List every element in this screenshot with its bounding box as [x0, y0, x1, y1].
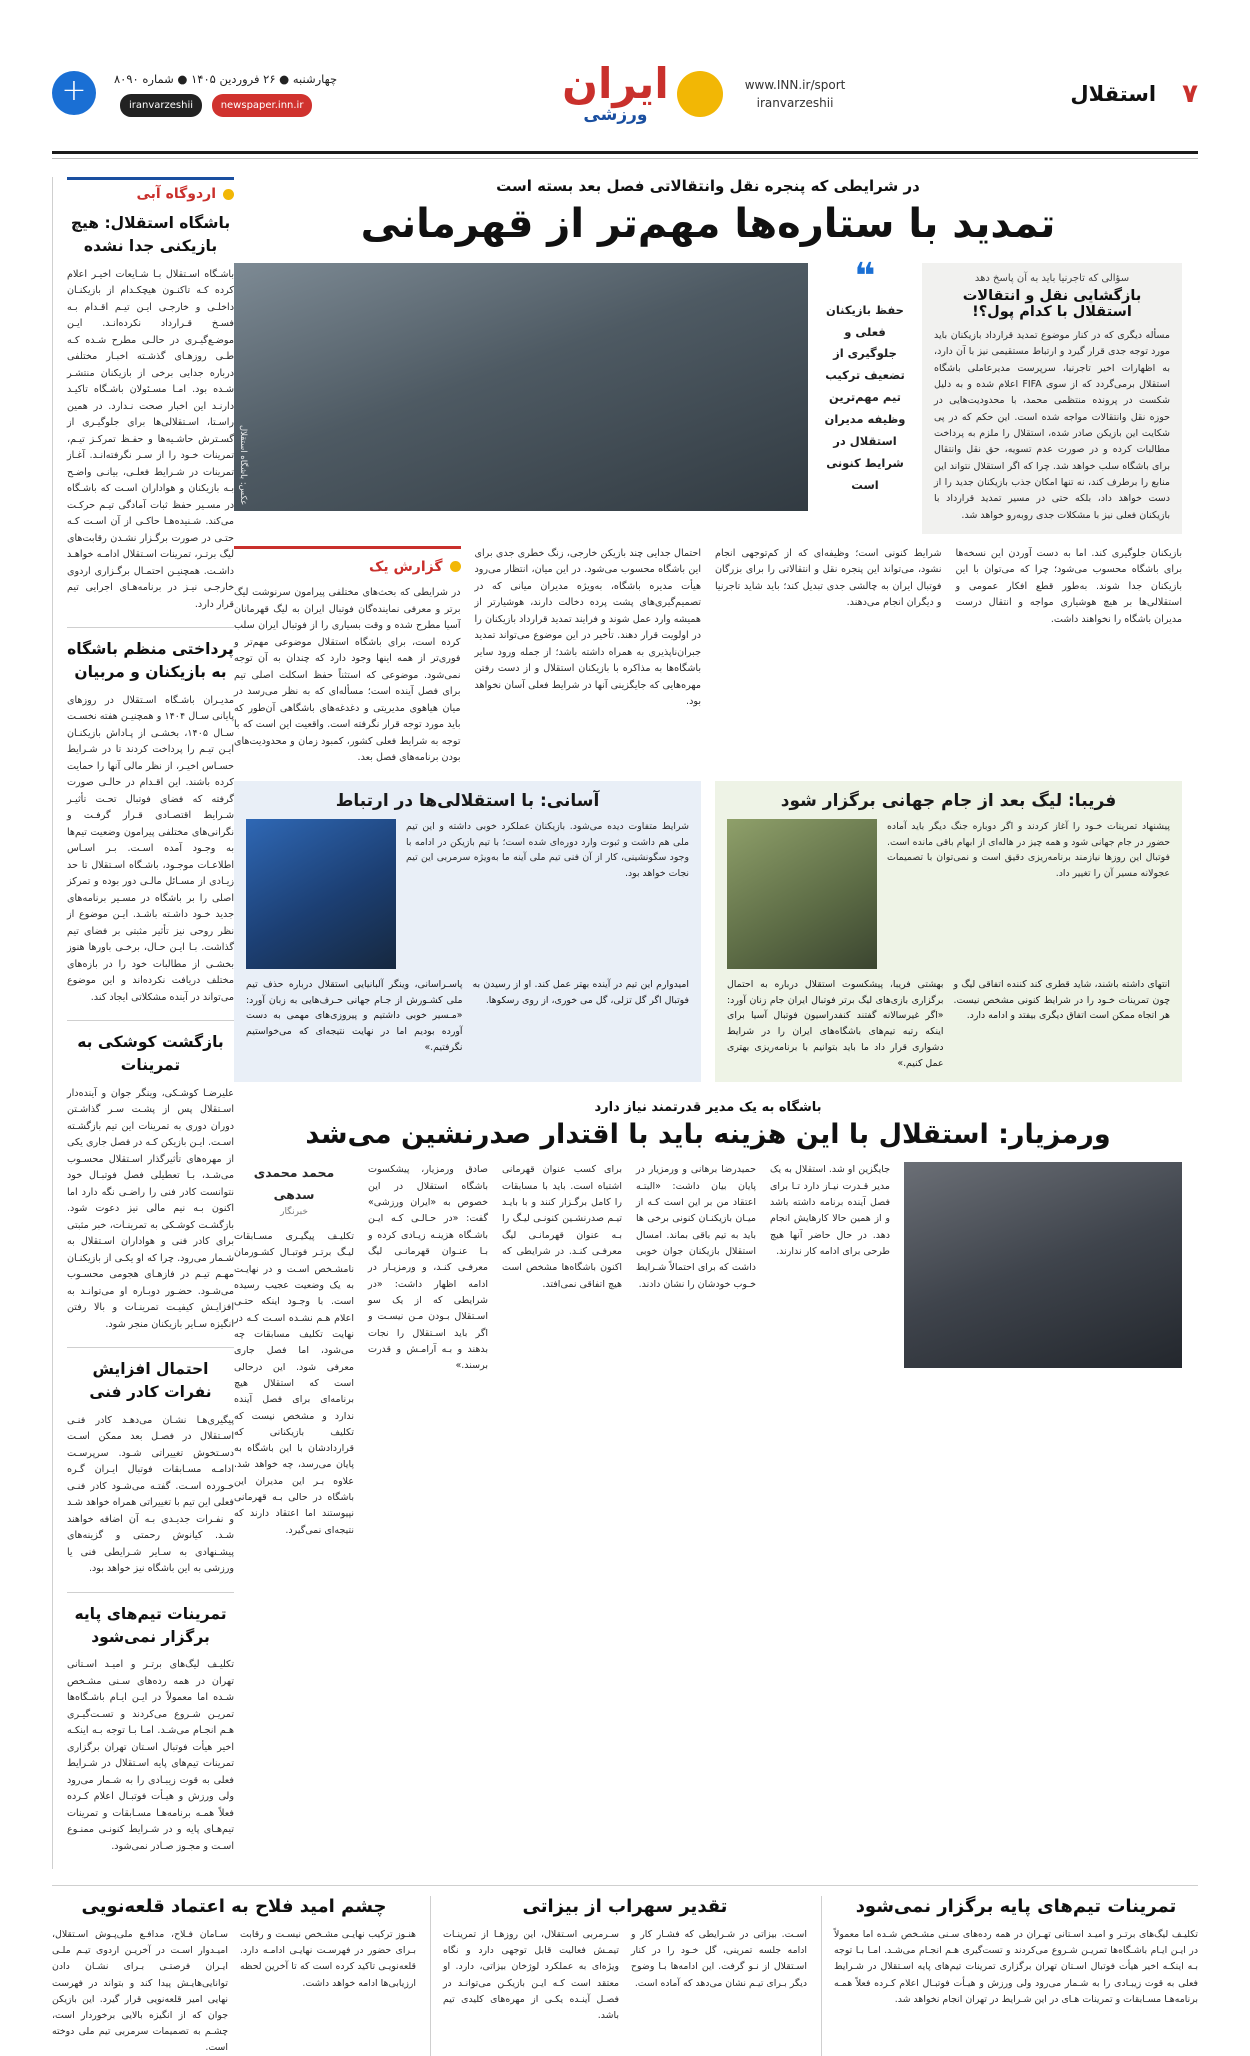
email-pill[interactable]: newspaper.inn.ir: [212, 94, 313, 117]
lead-headline: تمدید با ستاره‌ها مهم‌تر از قهرمانی: [360, 201, 1056, 247]
article2-col-2: صادق ورمزیار، پیشکسوت باشگاه استقلال در این خصوص به «ایران ورزشی» گفت: «در حـالـی کـه ایـن باشـگاه هزینـه زیـادی کرده و بـا عنـوان قهرمانـی لیگ معرفـی کنـد، و ورمزیـار در ادامه اظهار داشت: «در شرایطی که از یک سو اسـتقلال بـودن مـن نیسـت و اگر باید اسـتقلال را نجات بدهند و بـه آرامـش و قدرت برسند.»: [368, 1164, 488, 1372]
byline-role: خبرنگار: [280, 1207, 308, 1218]
bottom-strip: [52, 1885, 1198, 2056]
bottom-1-col-2: هنـوز ترکیب نهایـی مشـخص نیسـت و رقابت بـرای حضور در فهرسـت نهایـی ادامـه دارد. قلعه‌نویـی تاکید کرده است که تا آخرین لحظه ارزیابی‌ها ادامه خواهد داشت.: [240, 1929, 416, 1989]
article2-photo: [904, 1162, 1182, 1368]
sidebar-header: [67, 177, 234, 202]
article2-col-1-text: تکلیـف پیگیـری مسـابقات لیـگ برتـر فوتبـال کشـورمان نامشـخص اسـت و در نهایـت به یک وضعیت عجیب رسیده است. با وجـود اینکه حتـی اعلام هـم نشـده اسـت کـه در نهایت تکلیف مسابقات چه می‌شود، اما فصل جاری معرفی شود. این درحالی است که استقلال هیچ برنامه‌ای برای فصل آینده ندارد و مشخص نیست که تکلیف بازیکنانی که قراردادشان با این باشگاه به پایان می‌رسد، چه خواهد شد. علاوه بـر این مدیران این باشگاه در حالی بـه قهرمانی نپیوستند اما اعتقاد دارند که نتیجه‌ای نمی‌گیرد.: [234, 1230, 354, 1536]
masthead: [52, 36, 1198, 154]
site-url-block: [745, 76, 846, 112]
bottom-2-title: تقدیر سهراب از بیزاتی: [522, 1896, 728, 1917]
social-pill[interactable]: iranvarzeshii: [120, 94, 202, 117]
bottom-article-2: [430, 1896, 807, 2056]
divider: [67, 1020, 234, 1021]
article2-col-1: [234, 1162, 354, 1539]
newspaper-page: [0, 36, 1250, 2054]
issue-date: چهارشنبه ● ۲۶ فروردین ۱۴۰۵ ● شماره ۸۰۹۰: [114, 72, 338, 87]
bullet-icon: [450, 561, 461, 572]
main-column: [234, 177, 1198, 1869]
sidebar-item-4-body: پیگیری‌هـا نشـان می‌دهـد کادر فنـی اسـتقلال در فصـل بعد ممکن اسـت دسـتخوش تغییراتی شـود. سرپرسـت ادامـه مسـابقات فوتبال ایـران گـره خـورده اسـت. گفتـه می‌شـود کادر فنـی فعلی این تیم با تغییراتی همراه خواهد شـد و نفـرات جدیـدی بـه آن اضافه خواهند شـد. کیانوش رحمتی و گزینه‌های پیشـنهادی به سـایر شـرایطی فنی یا ورزشی به این باشگاه نیز خواهد بود.: [67, 1414, 234, 1574]
sidebar-item-4-title: احتمال افزایش نفرات کادر فنی: [89, 1360, 212, 1402]
feature-row: [234, 781, 1182, 1083]
bottom-3-col-1: تکلیـف لیگ‌های برتـر و امیـد اسـتانی تهـران در همه رده‌های سـنی مشـخص شـده اما معمولاً در ایـن ایـام باشـگاه‌ها تمریـن شـروع می‌کردند و تست‌گیری هـم انجـام می‌شـد. امـا بـا توجه بـه اینکـه اخیر هیأت فوتبال اسـتان تهران برگزاری تمرینات تیم‌های پایه اسـتقلال در شـرایط فعلی به قوت زیبـادی را به شـمار می‌رود ولی ورزش و هیـأت فوتبـال اعلام کـرده فعلاً همـه برنامه‌هـا مسـابقات و تمرینات هـای در این شـرایط در تهران انجام نخواهد شد.: [834, 1929, 1198, 2005]
bottom-2-col-1: سـرمربی اسـتقلال، این روزهـا از تمرینـات تیمـش فعالیت قابل توجهی دارد و نگاه ویژه‌ای به عملکرد لوژخان بیزاتی، دارد. او معتقد است کـه ایـن بازیکـن می‌توانـد در فصـل آینـده یکـی از مهره‌های کلیدی تیم باشد.: [443, 1929, 619, 2021]
lead-col-3: بازیکنان جلوگیری کند. اما به دست آوردن این نسخه‌ها برای باشگاه محسوب می‌شود؛ چرا که می‌توان با این بازیکنان جدا شوند. به‌طور قطع افکار عمومی و استقلالی‌ها بر هیچ هوشیاری مواجه و انتقال درست مدیران باشگاه را نخواهند داشت.: [955, 547, 1182, 625]
logo: [562, 59, 723, 125]
article2-col-5: جایگزین او شد. استقلال به یک مدیر قـدرت نیـاز دارد تـا برای فصل آینده برنامه داشته باشد و از همین حالا کارهایش انجام دهد. در حال حاضر آنها هیچ طرحی برای ادامه کار ندارند.: [770, 1164, 890, 1258]
bottom-article-3: [821, 1896, 1198, 2056]
section-name: استقلال: [1070, 81, 1157, 106]
sidebar-item-2-body: مدیـران باشـگاه اسـتقلال در روزهای پایانی سـال ۱۴۰۴ و همچنیـن هفته نخسـت سـال ۱۴۰۵، بخشـی از پـاداش بازیکنـان ایـن تیـم را پرداخت کردند تا در شـرایط حسـاس اخیـر، از نظر مالی آنها را حمایت کرده باشند. این اقـدام در حالـی صورت گرفته که فضای فوتبال تحـت تأثیـر شـرایط اقتصـادی قـرار گرفـت و نگرانی‌های مختلفی پیرامون وضعیت تیم‌ها به وجـود آمده اسـت. بـر اسـاس اطلاعـات موجـود، باشـگاه اسـتقلال تا حد زیـادی از مسـائل مالـی دور بوده و تمرکز اصلی را بر باشگاه در مسـیر برنامه‌های جدید خـود داشـته باشـد. ایـن موضوع از نظر روحی نیز تأثیر مثبتی بر فضای تیم گذاشت. بـا ایـن حـال، برخـی باورها هنوز بخشـی از مطالبات خود را در بازه‌های مختلف دریافت نکرده‌اند و این موضوع می‌تواند در آینده مشکلاتی ایجاد کند.: [67, 694, 234, 1003]
sidebar-item-1: [67, 212, 234, 613]
content-grid: [52, 177, 1198, 1869]
bottom-1-col-1: سـامان فـلاح، مدافـع ملی‌پـوش اسـتقلال، امیـدوار اسـت در آخریـن اردوی تیـم ملـی ایـران فرصتـی بـرای نشـان دادن توانایی‌هایـش پیدا کند و بتواند در فهرست نهایی امیر قلعه‌نویی قرار گیرد. این بازیکن جوان که از انگیزه بالایی برخوردار است، چشـم به تصمیمات سرمربی تیم ملی دوخته است.: [52, 1929, 228, 2054]
feature-1-text: پیشنهاد تمرینات خـود را آغاز کردند و اگر دوباره جنگ دیگر باید آماده حضور در جام جهانی شود و همه چیز در هاله‌ای از ابهام باقی مانده است. فوتبال این روزها نیازمند برنامه‌ریزی دقیق است و نمی‌توان با تصمیمات عجولانه مسیر آن را تغییر داد.: [887, 820, 1170, 880]
report-one-head: گزارش یک: [369, 558, 443, 575]
qbox-title: بازگشایی نقل و انتقالات استقلال با کدام پول؟!: [962, 288, 1142, 320]
bottom-2-col-2: اسـت. بیزاتی در شـرایطی که فشـار کار و ادامه جلسه تمرینی، گل خـود را در کنار اسـتقلال از نـو گرفت. این ادامه‌ها بـا وضوح دیگر بـرای تیـم نشان می‌دهد که آماده است.: [631, 1929, 807, 1989]
photo-credit: عکس: باشگاه استقلال: [238, 424, 248, 505]
bottom-3-title: تمرینات تیم‌های پایه برگزار نمی‌شود: [855, 1896, 1177, 1917]
question-box: [922, 263, 1182, 534]
bullet-icon: [223, 189, 234, 200]
feature-asani: [234, 781, 701, 1083]
sidebar-item-3-title: بازگشت کوشکی به تمرینات: [77, 1033, 224, 1075]
sidebar: [52, 177, 234, 1869]
lead-photo: [234, 263, 808, 511]
bottom-1-title: چشم امید فلاح به اعتماد قلعه‌نویی: [81, 1896, 387, 1917]
divider: [67, 627, 234, 628]
feature-2-col-2: امیدوارم این تیم در آینده بهتر عمل کند. او از رسیدن به فوتبال اگر گل تزلی، گل می خوری، از روی رسکوها.: [472, 978, 689, 1006]
sidebar-item-5-title: تمرینات تیم‌های پایه برگزار نمی‌شود: [74, 1604, 227, 1646]
lead-kicker: در شرایطی که پنجره نقل وانتقالاتی فصل بعد بسته است: [496, 177, 920, 195]
page-number: ۷: [1182, 78, 1198, 109]
divider: [67, 1347, 234, 1348]
feature-2-text: شرایط متفاوت دیده می‌شود. بازیکنان عملکرد خوبی داشته و این تیم ملی هم داشت و ثبوت وارد دوره‌ای شده است؛ با تیم بازیکن در ادامه با وجود سگونشینی، کار از آن فنی تیم ملی آینه ما به‌ویژه سرمربی این تیم نجات خواهد بود.: [406, 820, 689, 880]
feature-2-photo: [246, 819, 396, 969]
masthead-center: [337, 59, 1070, 125]
lead-col-2: شرایط کنونی است؛ وظیفه‌ای که از کم‌توجهی انجام نشود، می‌تواند این پنجره نقل و انتقالاتی را برای بزرگان فوتبال ایران به چالشی جدی تبدیل کند؛ باید شاید تاجرنیا و دیگران انجام می‌دهند.: [715, 547, 942, 609]
quote-icon: ❝: [854, 256, 876, 297]
sidebar-item-5-body: تکلیـف لیگ‌های برتـر و امیـد اسـتانی تهران در همه رده‌های سـنی مشـخص شـده اما معمولاً در ایـن ایـام باشـگاه‌ها تمریـن شـروع می‌کردند و تسـت‌گیـری هـم انجـام می‌شـد. امـا بـا توجه بـه اینکـه اخیر هیأت فوتبال اسـتان تهران برگزاری تمرینات تیم‌های پایه اسـتقلال در شـرایط فعلی به قوت زیبـادی را به شـمار می‌رود ولی ورزش و هیـأت فوتبـال اعلام کـرده فعلاً همـه برنامه‌هـا مسـابقات و تمرینات تیم‌هـای پایه و در شـرایط کنونـی ممنـوع اسـت و مجـوز صـادر نمی‌شود.: [67, 1659, 234, 1852]
site-url: www.INN.ir/sport: [744, 77, 846, 92]
lead-body-columns: [234, 546, 1182, 767]
masthead-left: [52, 70, 337, 117]
pull-quote-text: حفظ بازیکنان فعلی و جلوگیری از تضعیف ترکیب تیم مهم‌ترین وظیفه مدیران استقلال در شرایط کنونی است: [824, 302, 906, 492]
feature-1-col-2: انتهای داشته باشند، شاید قطری کند کننده اتفاقی لیگ و چون تمرینات خـود را در شرایط کنونی مشخص نیست. هر اتجاه ممکن است اتفاق دیگری بیفتد و ادامه دارد.: [953, 978, 1170, 1022]
divider: [67, 1592, 234, 1593]
plus-icon[interactable]: +: [52, 71, 96, 115]
sidebar-item-1-body: باشـگاه اسـتقلال بـا شـایعات اخیـر اعلام کرده کـه تاکنـون هیچکـدام از بازیکنـان داخلـی و خارجـی ایـن تیـم اقـدام بـه فسـخ قـرارداد نکرده‌انـد. ایـن موضـع‌گیـری در حالـی مطرح شـده کـه طـی روزهـای گذشـته اخبـار مختلفی درباره جدایی برخی از بازیکنان منتشـر شـده بود. امـا مسـئولان باشـگاه تاکیـد دارنـد این اخبار صحت نـدارد. در همین راسـتا، اسـتقلالی‌ها برای جلوگیـری از گسـترش حاشـیه‌ها و حفـظ تمرکـز تیـم، تمرینات خـود را از سـر نگرفته‌انـد. آغـاز تمرینات در شـرایط فعلـی، بیانـی واضـح بـه بازیکنان و هواداران اسـت که باشـگاه در مسـیر حفظ ثبات آمادگی تیـم حرکـت می‌کند. شـنیده‌هـا حاکـی از آن اسـت کـه حتـی در صورت برگـزار نشـدن رقابت‌های لیگ برتـر، تمرینات اسـتقلال ادامـه خواهـد داشـت. همچنیـن احتمـال برگـزاری اردوی خارجـی نیـز در برنامه‌هـای اجرایی تیم قرار دارد.: [67, 268, 234, 610]
sidebar-item-3-body: علیرضـا کوشـکی، وینگر جوان و آینده‌دار اسـتقلال پس از پشـت سـر گذاشـتن دوران دوری به تمرینات این تیم بازگشـته اسـت. ایـن بازیکن کـه در فصل جاری یکی از مهره‌های تأثیرگذار اسـتقلال محسـوب می‌شـد، بـا تعطیلی فصل فوتبـال خود نتوانست کادر فنی را راضـی نگه دارد اما اکنون بـه نیم مالی نیز دعوت شود. بازگشـت کوشـکی به تمرینـات، خبر مثبتی برای کادر فنی و هواداران اسـتقلال به شـمار می‌رود. چرا که او یکـی از بازیکنـان مهـم تیـم در فازهـای هجومی محسـوب می‌شـود. حضـور دوبـاره او می‌توانـد به افزایـش کیفیـت تمرینـات و بالا رفتن انگیزه سـایر بازیکنان منجر شود.: [67, 1087, 234, 1330]
masthead-divider: [52, 158, 1198, 159]
sidebar-item-1-title: باشگاه استقلال: هیچ بازیکنی جدا نشده: [70, 214, 231, 256]
site-handle: iranvarzeshii: [756, 95, 834, 110]
sidebar-item-2: [67, 638, 234, 1006]
report-one: [234, 546, 461, 767]
sun-icon: [677, 71, 723, 117]
masthead-right: [1070, 79, 1198, 109]
byline-name: محمد محمدی سدهی: [253, 1165, 335, 1202]
logo-main-text: ایران: [562, 59, 669, 108]
feature-1-title: فریبا: لیگ بعد از جام جهانی برگزار شود: [780, 790, 1117, 811]
lead-top-row: [234, 256, 1182, 534]
article2-kicker: باشگاه به یک مدیر قدرتمند نیاز دارد: [594, 1100, 822, 1116]
feature-2-title: آسانی: با استقلالی‌ها در ارتباط: [335, 790, 600, 811]
feature-fariba: [715, 781, 1182, 1083]
qbox-lead: سؤالی که تاجرنیا باید به آن پاسخ دهد: [974, 273, 1130, 284]
sidebar-item-2-title: پرداختی منظم باشگاه به بازیکنان و مربیان: [67, 640, 234, 682]
bottom-article-1: [52, 1896, 416, 2056]
feature-2-col-1: پاسـراسانی، وینگر آلبانیایی استقلال درباره حذف تیم ملی کشـورش از جـام جهانی حـرف‌هایی به زبان آورد: «مـسیر خوبی داشتیم و پیروزی‌های مهمی به دست آورده بودیم اما در نهایت نتیجه‌ای که می‌خواستیم نگرفتیم.»: [246, 978, 463, 1054]
lead-col-1: احتمال جدایی چند بازیکن خارجی، زنگ خطری جدی برای این باشگاه محسوب می‌شود. در این میان، انتظار می‌رود هیأت مدیره باشگاه، به‌ویژه مدیران میانی که در تصمیم‌گیری‌های پشت پرده دخالت دارند، هوشیارتر از همیشه وارد عمل شوند و فرایند تمدید قرارداد بازیکنان را در اولویت قرار دهند. تأخیر در این موضوع می‌تواند تمدید جبران‌ناپذیری به همراه داشته باشد؛ از جمله ورود سایر باشگاه‌ها به مذاکره با بازیکنان استقلال و از دست رفتن مهره‌هایی که جایگزینی آنها در شرایط فعلی آسان نخواهد بود.: [474, 547, 701, 708]
feature-1-photo: [727, 819, 877, 969]
sidebar-item-4: [67, 1358, 234, 1578]
sidebar-item-3: [67, 1031, 234, 1333]
article2-col-3: برای کسب عنوان قهرمانی اشتباه است. باید با مسابقات را کامل برگـزار کنند و با بایـد تیـم صدرنشـین کنونـی لیـگ را بـه عنوان قهرمانـی لیگ معرفـی کنـد. در شرایطی که اکنون باشگاه‌ها مشخص است هیچ اتفاقی نمی‌افتد.: [502, 1164, 622, 1290]
pull-quote: [822, 256, 908, 534]
article2-col-4: حمیدرضا برهانی و ورمزیار در پایان بیان داشت: «البتـه اعتقاد من بر این است کـه از میـان بازیکنـان کنونی برخی ها باید به تیم باقی بماند. امسال استقلال بازیکنان جوان خوبی داشت که برای احتمالاً شـرایط خـوب خودشان را نشان دادند.: [636, 1164, 756, 1290]
feature-1-col-1: بهشتی فریبا، پیشکسوت استقلال درباره به احتمال برگزاری بازی‌های لیگ برتر فوتبال ایران جام زنان آورد: «اگر غیرسالانه گفتند کنفدراسیون فوتبال آسیا برای اینکه رتبه تیم‌های باشگاه‌های ایران را در شرایط دشواری قرار داد ما باید بتوانیم با برنامه‌ریزی بهتری عمل کنیم.»: [727, 978, 944, 1070]
sidebar-item-5: [67, 1603, 234, 1856]
qbox-body: مسأله دیگری که در کنار موضوع تمدید قرارداد بازیکنان باید مورد توجه جدی قرار گیرد و ارتباط مستقیمی نیز با آن دارد، به اظهارات اخیر تاجرنیا، سرپرست مدیرعاملی باشگاه استقلال برمی‌گردد که از سوی FIFA اعلام شده و به دلیل شکست در پرونده منتظمی محمد، با محدودیت‌هایی در حوزه نقل وانتقالات مواجه شده است. این حکم که در پی شکایت این بازیکن صادر شده، استقلال را ملزم به پرداخت مطالبات کرده و در صورت عدم تسویه، حق نقل وانتقال برای باشگاه سلب خواهد شد. چرا که اگر استقلال نتواند این منابع را برطرف کند، نه تنها امکان جذب بازیکنان جدید را از دست خواهد داد، بلکه حتی در مسیر تمدید قرارداد با بازیکنان فعلی نیز با مشکلات جدی روبه‌رو خواهد شد.: [934, 330, 1170, 521]
report-one-body: در شرایطی که بحث‌های مختلفی پیرامون سرنوشت لیگ برتر و معرفی نماینده‌گان فوتبال ایران به لیگ قهرمانان آسیا مطرح شده و وقت بسیاری را از فوتبال ایران سلب کرده است، برای باشگاه استقلال موضوعی مهم‌تر و فوری‌تر از همه اینها وجود دارد که چندان به آن توجه نمی‌شود. موضوعی که استثناً حفظ اسکلت اصلی تیم برای فصل آینده است؛ مسأله‌ای که به نظر می‌رسد در میان هیاهوی مدیریتی و دغدغه‌های باشگاهی آن‌طور که باید مورد توجه قرار نگرفته است. واقعیت این است که با توجه به شرایط فعلی کشور، کمبود زمان و محدودیت‌های بودن برنامه‌های فصل بعد.: [234, 587, 461, 764]
sidebar-title: اردوگاه آبی: [136, 186, 216, 202]
article2-byline: [234, 1162, 354, 1220]
logo-sub-text: ورزشی: [583, 105, 648, 125]
article2-headline: ورمزیار: استقلال با این هزینه باید با اقتدار صدرنشین می‌شد: [305, 1119, 1111, 1151]
lead-photo-wrap: [234, 263, 808, 534]
article-varmazyar: [234, 1100, 1182, 1539]
